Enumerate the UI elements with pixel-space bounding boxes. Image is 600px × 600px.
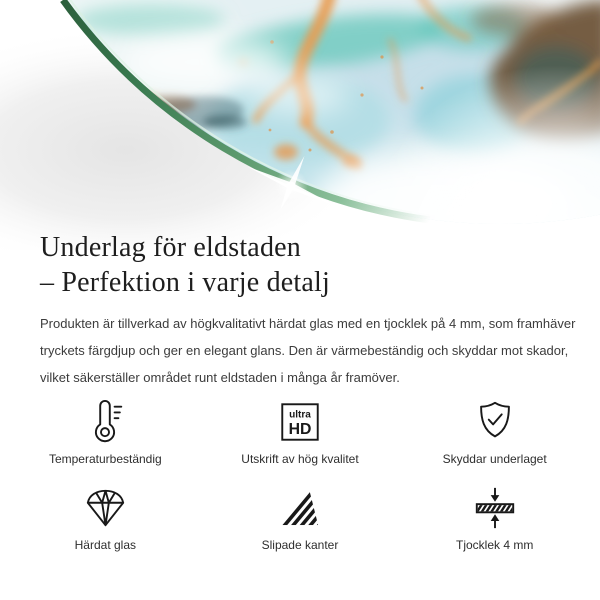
ultra-hd-icon (277, 399, 323, 445)
heading-line-2: – Perfektion i varje detalj (40, 267, 330, 298)
beveled-edges-icon (277, 485, 323, 531)
feature-label: Tjocklek 4 mm (455, 538, 534, 552)
feature-label: Härdat glas (74, 538, 137, 552)
page-title (40, 230, 585, 300)
feature-item-thickness (397, 485, 592, 553)
product-description: Produkten är tillverkad av högkvalitativt härdat glas med en tjocklek på 4 mm, som framhäver tryckets färgdjup och ger en elegant glans. Den är värmebeständig och skyddar mot skador, vilket säkerställer området runt eldstaden i många år framöver. (40, 316, 576, 385)
feature-label: Temperaturbeständig (48, 452, 162, 466)
heading-line-1: Underlag för eldstaden (40, 232, 301, 263)
hero-image (0, 0, 600, 250)
feature-item-tempered-glass (8, 485, 203, 553)
feature-item-print-quality (203, 399, 398, 467)
ultra-hd-icon-text-bottom: HD (288, 420, 312, 438)
feature-label: Slipade kanter (261, 538, 339, 552)
shield-check-icon (472, 399, 518, 445)
ultra-hd-icon-text-top: ultra (289, 409, 311, 421)
thickness-icon (472, 485, 518, 531)
content-block (40, 230, 585, 391)
glass-disc-art (0, 0, 600, 250)
feature-item-protects (397, 399, 592, 467)
features-grid (8, 399, 592, 553)
feature-label: Skyddar underlaget (442, 452, 547, 466)
feature-item-temperature (8, 399, 203, 467)
thermometer-icon (82, 399, 128, 445)
feature-label: Utskrift av hög kvalitet (241, 452, 359, 466)
feature-item-polished-edges (203, 485, 398, 553)
diamond-icon (82, 485, 129, 531)
